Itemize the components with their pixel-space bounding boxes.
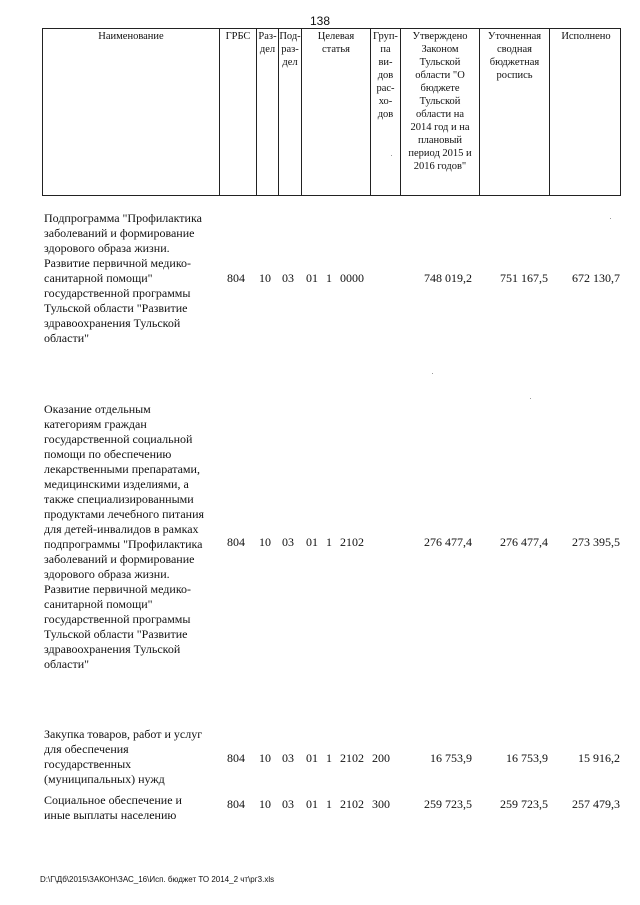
page-number: 138 [309, 14, 331, 28]
row-cs-subprogram: 1 [326, 751, 332, 765]
row-podrazdel: 03 [282, 271, 294, 285]
header-executed: Исполнено [549, 29, 622, 195]
row-name: Подпрограмма "Профилактика заболеваний и формирование здорового образа жизни. Развитие первичной медико- санитарной помощи" государственной программы Тульской области "Развитие здравоохранения Тульской области" [44, 211, 202, 345]
row-vr: 200 [372, 751, 390, 765]
scan-speck [391, 155, 392, 156]
row-razdel: 10 [259, 535, 271, 549]
row-name: Социальное обеспечение и иные выплаты населению [44, 793, 182, 822]
row-approved: 259 723,5 [424, 797, 472, 811]
row-cs-program: 01 [306, 271, 318, 285]
row-cs-program: 01 [306, 797, 318, 811]
row-cs-program: 01 [306, 535, 318, 549]
table-header [42, 28, 621, 196]
row-grbs: 804 [227, 271, 245, 285]
header-target-article: Целевая статья [301, 29, 370, 195]
row-razdel: 10 [259, 797, 271, 811]
row-razdel: 10 [259, 751, 271, 765]
header-name: Наименование [98, 31, 164, 42]
row-vr: 300 [372, 797, 390, 811]
row-podrazdel: 03 [282, 751, 294, 765]
row-refined: 16 753,9 [506, 751, 548, 765]
row-name: Оказание отдельным категориям граждан государственной социальной помощи по обеспечению лекарственными препаратами, медицинскими изделиями, а также специализированными продуктами лечебного питания для детей-инвалидов в рамках подпрограммы "Профилактика заболеваний и формирование здорового образа жизни. Развитие первичной медико- санитарной помощи" государственной программы Тульской области "Развитие здравоохранения Тульской области" [44, 402, 205, 671]
header-grbs: ГРБС [219, 29, 256, 195]
row-cs-code: 2102 [340, 797, 364, 811]
row-grbs: 804 [227, 751, 245, 765]
row-podrazdel: 03 [282, 535, 294, 549]
scan-speck [530, 398, 531, 399]
row-approved: 16 753,9 [430, 751, 472, 765]
row-cs-program: 01 [306, 751, 318, 765]
row-grbs: 804 [227, 797, 245, 811]
row-cs-subprogram: 1 [326, 797, 332, 811]
header-approved: Утверждено Законом Тульской области "О бюджете Тульской области на 2014 год и на плановый период 2015 и 2016 годов" [400, 29, 479, 195]
row-razdel: 10 [259, 271, 271, 285]
row-podrazdel: 03 [282, 797, 294, 811]
header-refined: Уточненная сводная бюджетная роспись [479, 29, 549, 195]
row-grbs: 804 [227, 535, 245, 549]
row-executed: 15 916,2 [578, 751, 620, 765]
file-path-footer: D:\Г\Дб\2015\ЗАКОН\ЗАС_16\Исп. бюджет ТО 2014_2 чт\рг3.xls [40, 875, 275, 884]
scan-speck [432, 373, 433, 374]
row-cs-code: 2102 [340, 535, 364, 549]
row-refined: 751 167,5 [500, 271, 548, 285]
row-refined: 276 477,4 [500, 535, 548, 549]
header-razdel: Раз- дел [256, 29, 278, 195]
header-expense-type: Груп- па ви- дов рас- хо- дов [370, 29, 400, 195]
row-cs-code: 0000 [340, 271, 364, 285]
scan-speck [610, 218, 611, 219]
row-name: Закупка товаров, работ и услуг для обеспечения государственных (муниципальных) нужд [44, 727, 203, 786]
row-cs-subprogram: 1 [326, 535, 332, 549]
row-executed: 672 130,7 [572, 271, 620, 285]
row-refined: 259 723,5 [500, 797, 548, 811]
row-approved: 748 019,2 [424, 271, 472, 285]
row-cs-subprogram: 1 [326, 271, 332, 285]
header-podrazdel: Под- раз- дел [278, 29, 301, 195]
row-cs-code: 2102 [340, 751, 364, 765]
row-executed: 257 479,3 [572, 797, 620, 811]
row-executed: 273 395,5 [572, 535, 620, 549]
row-approved: 276 477,4 [424, 535, 472, 549]
